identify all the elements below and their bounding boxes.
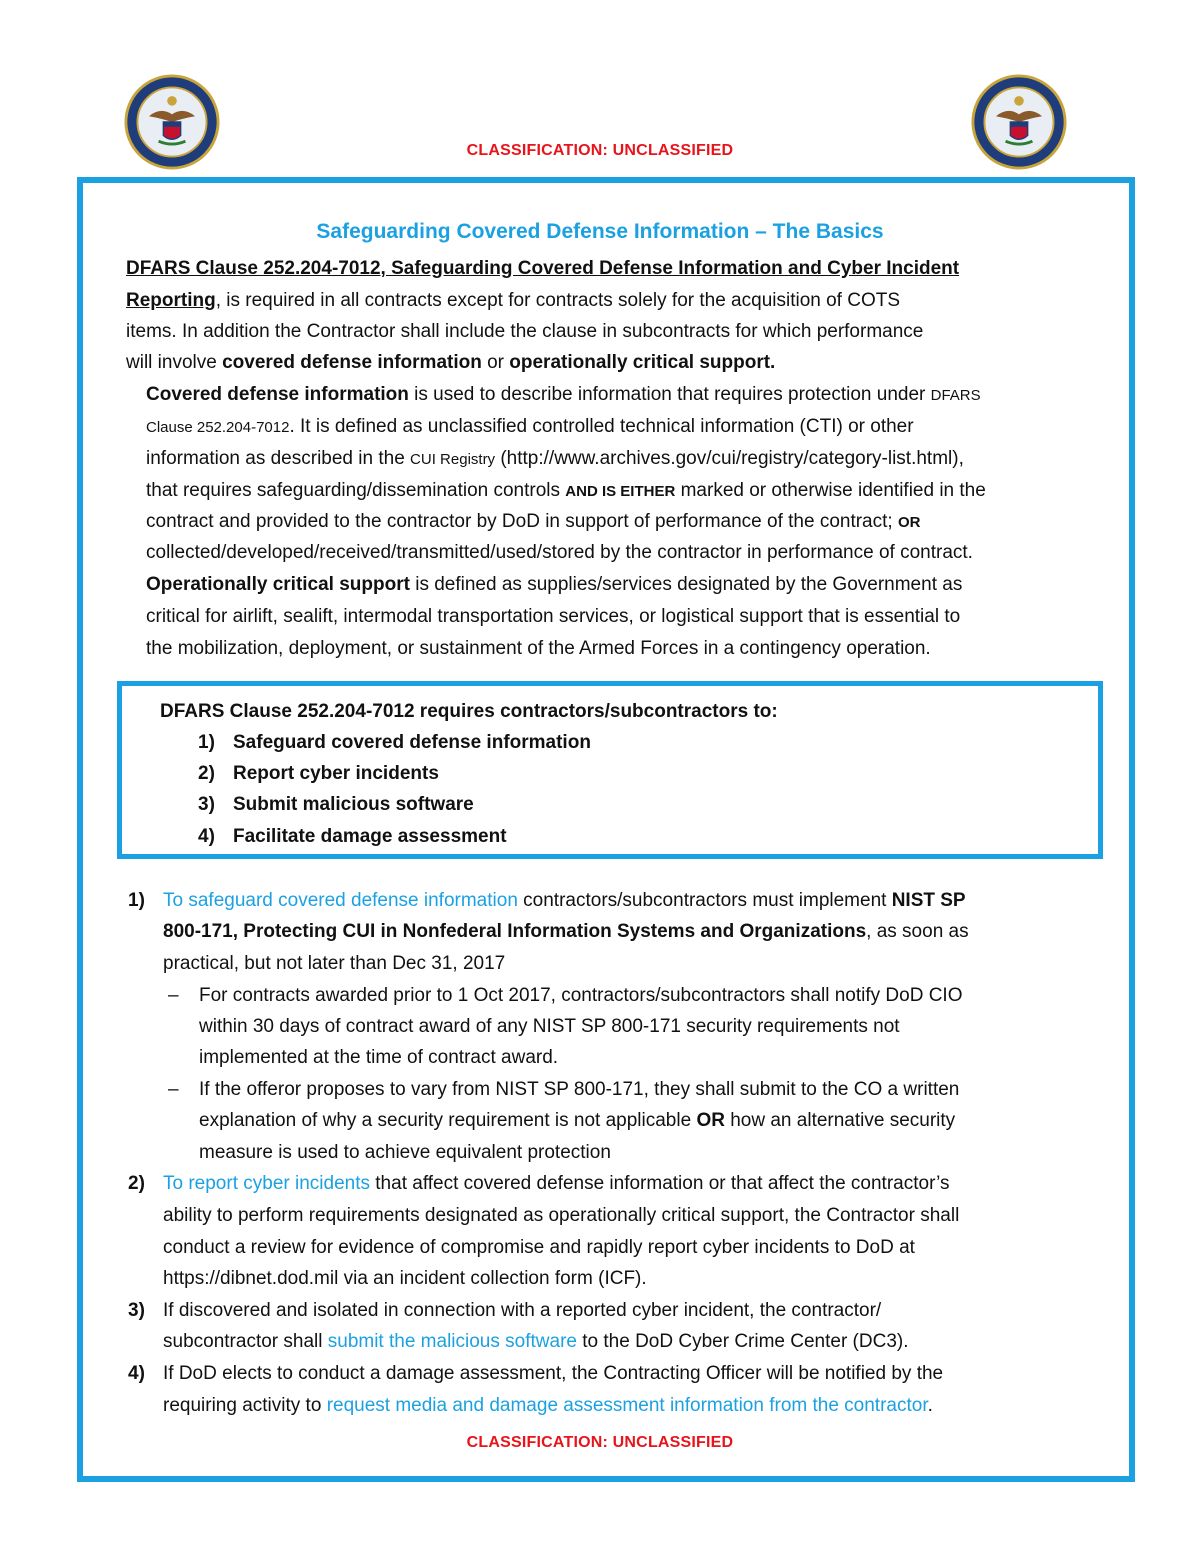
detail-2-line-1: To report cyber incidents that affect covered defense information or that affect the contractor’s bbox=[163, 1173, 950, 1194]
cdi-definition-line-1: Covered defense information is used to describe information that requires protection under DFARS bbox=[146, 384, 981, 405]
detail-1-sub1-line-3: implemented at the time of contract award. bbox=[199, 1047, 559, 1068]
requirement-item: Facilitate damage assessment bbox=[233, 826, 507, 847]
requirements-heading: DFARS Clause 252.204-7012 requires contractors/subcontractors to: bbox=[160, 701, 778, 722]
cdi-definition-line-4: that requires safeguarding/dissemination controls AND IS EITHER marked or otherwise identified in the bbox=[146, 480, 986, 501]
detail-1-line-3: practical, but not later than Dec 31, 2017 bbox=[163, 953, 506, 974]
clause-title: DFARS Clause 252.204-7012, Safeguarding Covered Defense Information and Cyber Incident bbox=[126, 258, 960, 279]
detail-3-line-1: If discovered and isolated in connection with a reported cyber incident, the contractor/ bbox=[163, 1300, 882, 1321]
detail-2-line-4: https://dibnet.dod.mil via an incident collection form (ICF). bbox=[163, 1268, 647, 1289]
detail-number: 1) bbox=[128, 890, 145, 911]
detail-2-line-2: ability to perform requirements designated as operationally critical support, the Contractor shall bbox=[163, 1205, 960, 1226]
ocs-definition-line-3: the mobilization, deployment, or sustainment of the Armed Forces in a contingency operation. bbox=[146, 638, 931, 659]
cdi-definition-line-5: contract and provided to the contractor by DoD in support of performance of the contract; OR bbox=[146, 511, 921, 532]
detail-1-line-2: 800-171, Protecting CUI in Nonfederal Information Systems and Organizations, as soon as bbox=[163, 921, 969, 942]
safeguard-link: To safeguard covered defense information bbox=[163, 890, 518, 911]
detail-1-sub2-line-1: If the offeror proposes to vary from NIST SP 800-171, they shall submit to the CO a written bbox=[199, 1079, 960, 1100]
detail-number: 3) bbox=[128, 1300, 145, 1321]
requirement-number: 2) bbox=[198, 763, 215, 784]
intro-line-3: items. In addition the Contractor shall include the clause in subcontracts for which performance bbox=[126, 321, 924, 342]
cdi-definition-line-2: Clause 252.204-7012. It is defined as unclassified controlled technical information (CTI) or other bbox=[146, 416, 914, 437]
detail-4-line-2: requiring activity to request media and damage assessment information from the contractor. bbox=[163, 1395, 933, 1416]
detail-1-sub2-line-2: explanation of why a security requirement is not applicable OR how an alternative security bbox=[199, 1110, 956, 1131]
cdi-definition-line-6: collected/developed/received/transmitted/used/stored by the contractor in performance of contract. bbox=[146, 542, 973, 563]
requirement-number: 1) bbox=[198, 732, 215, 753]
detail-2-line-3: conduct a review for evidence of compromise and rapidly report cyber incidents to DoD at bbox=[163, 1237, 915, 1258]
detail-number: 4) bbox=[128, 1363, 145, 1384]
ocs-definition-line-2: critical for airlift, sealift, intermodal transportation services, or logistical support that is essential to bbox=[146, 606, 961, 627]
dash-bullet: – bbox=[168, 1079, 179, 1100]
detail-1-sub2-line-3: measure is used to achieve equivalent protection bbox=[199, 1142, 611, 1163]
detail-1-sub1-line-2: within 30 days of contract award of any NIST SP 800-171 security requirements not bbox=[199, 1016, 900, 1037]
intro-line-2: Reporting, is required in all contracts except for contracts solely for the acquisition of COTS bbox=[126, 290, 901, 311]
intro-line-1 bbox=[126, 257, 959, 281]
dash-bullet: – bbox=[168, 985, 179, 1006]
submit-malware-link: submit the malicious software bbox=[327, 1331, 577, 1352]
detail-3-line-2: subcontractor shall submit the malicious software to the DoD Cyber Crime Center (DC3). bbox=[163, 1331, 909, 1352]
requirement-item: Submit malicious software bbox=[233, 794, 474, 815]
detail-number: 2) bbox=[128, 1173, 145, 1194]
classification-banner-top: CLASSIFICATION: UNCLASSIFIED bbox=[466, 142, 734, 159]
detail-1-sub1-line-1: For contracts awarded prior to 1 Oct 2017, contractors/subcontractors shall notify DoD CIO bbox=[199, 985, 963, 1006]
report-incidents-link: To report cyber incidents bbox=[163, 1173, 370, 1194]
cdi-definition-line-3: information as described in the CUI Registry (http://www.archives.gov/cui/registry/category-list.html), bbox=[146, 448, 964, 469]
requirement-number: 4) bbox=[198, 826, 215, 847]
requirement-item: Safeguard covered defense information bbox=[233, 732, 591, 753]
damage-assessment-link: request media and damage assessment information from the contractor bbox=[326, 1395, 928, 1416]
page-title: Safeguarding Covered Defense Information – The Basics bbox=[316, 220, 884, 243]
detail-4-line-1: If DoD elects to conduct a damage assessment, the Contracting Officer will be notified by the bbox=[163, 1363, 944, 1384]
intro-line-4: will involve covered defense information or operationally critical support. bbox=[126, 352, 776, 373]
ocs-definition-line-1: Operationally critical support is defined as supplies/services designated by the Government as bbox=[146, 574, 963, 595]
requirement-item: Report cyber incidents bbox=[233, 763, 439, 784]
requirement-number: 3) bbox=[198, 794, 215, 815]
classification-banner-bottom: CLASSIFICATION: UNCLASSIFIED bbox=[466, 1434, 734, 1451]
detail-1-line-1: To safeguard covered defense information contractors/subcontractors must implement NIST SP bbox=[163, 890, 966, 911]
